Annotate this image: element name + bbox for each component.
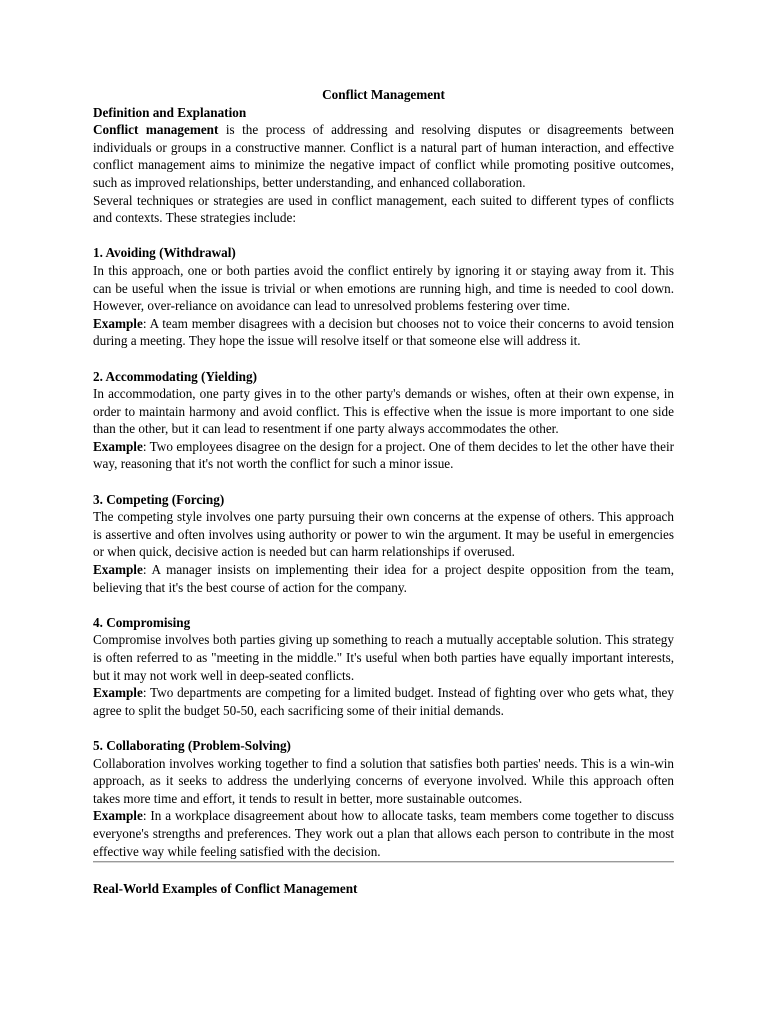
- strategy-description: Collaboration involves working together to find a solution that satisfies both parties' needs. This is a win-win approach, as it seeks to address the underlying concerns of everyone involved. While this approach often takes more time and effort, it tends to result in better, more sustainable outcomes.: [93, 755, 674, 806]
- intro-text: is the process of addressing and resolving disputes or disagreements between individuals or groups in a constructive manner. Conflict is a natural part of human interaction, and effective conflict management aims to minimize the negative impact of conflict while promoting positive outcomes, such as improved relationships, better understanding, and enhanced collaboration.: [93, 122, 675, 190]
- strategies-intro: Several techniques or strategies are used in conflict management, each suited to different types of conflicts and contexts. These strategies include:: [93, 192, 674, 226]
- example-text: : A manager insists on implementing their idea for a project despite opposition from the team, believing that it's the best course of action for the company.: [93, 562, 674, 595]
- strategy-example: [93, 684, 674, 719]
- strategy-description: Compromise involves both parties giving up something to reach a mutually acceptable solution. This strategy is often referred to as "meeting in the middle." It's useful when both parties have equally important interests, but it may not work well in deep-seated conflicts.: [93, 632, 674, 683]
- example-label: Example: [93, 438, 143, 454]
- strategy-heading: 5. Collaborating (Problem-Solving): [93, 737, 291, 753]
- strategy-heading: 2. Accommodating (Yielding): [93, 368, 257, 384]
- real-world-heading: Real-World Examples of Conflict Management: [93, 881, 358, 897]
- spacer: [93, 719, 674, 737]
- spacer: [93, 227, 674, 245]
- document-page: [93, 86, 674, 898]
- example-label: Example: [93, 315, 143, 331]
- strategy-description: In accommodation, one party gives in to the other party's demands or wishes, often at their own expense, in order to maintain harmony and avoid conflict. This is effective when the issue is more important to one side than the other, but it can lead to resentment if one party always accommodates the other.: [93, 386, 674, 437]
- document-title: Conflict Management: [322, 87, 445, 102]
- example-text: : In a workplace disagreement about how to allocate tasks, team members come together to discuss everyone's strengths and preferences. They work out a plan that allows each person to contribute in the most effective way while feeling satisfied with the decision.: [93, 808, 674, 859]
- example-label: Example: [93, 562, 143, 578]
- strategy-description: The competing style involves one party pursuing their own concerns at the expense of others. This approach is assertive and often involves using authority or power to win the argument. It may be useful in emergencies or when quick, decisive action is needed but can harm relationships if overused.: [93, 509, 674, 560]
- spacer: [93, 350, 674, 368]
- example-text: : Two employees disagree on the design for a project. One of them decides to let the other have their way, reasoning that it's not worth the conflict for such a minor issue.: [93, 438, 674, 472]
- strategy-example: [93, 438, 674, 473]
- spacer: [93, 473, 674, 491]
- strategy-heading: 4. Compromising: [93, 614, 191, 630]
- strategy-section-avoiding: [93, 244, 674, 350]
- example-label: Example: [93, 685, 143, 701]
- strategy-example: [93, 561, 674, 596]
- spacer: [93, 596, 674, 614]
- example-label: Example: [93, 808, 143, 824]
- intro-paragraph: [93, 121, 674, 191]
- strategy-section-accommodating: [93, 368, 674, 474]
- example-text: : Two departments are competing for a limited budget. Instead of fighting over who gets what, they agree to split the budget 50-50, each sacrificing some of their initial demands.: [93, 685, 674, 718]
- strategy-example: [93, 807, 674, 860]
- example-text: : A team member disagrees with a decision but chooses not to voice their concerns to avoid tension during a meeting. They hope the issue will resolve itself or that someone else will address it.: [93, 315, 674, 349]
- strategy-section-competing: [93, 491, 674, 597]
- strategy-section-collaborating: [93, 737, 674, 860]
- strategy-section-compromising: [93, 614, 674, 720]
- strategy-heading: 1. Avoiding (Withdrawal): [93, 245, 236, 261]
- definition-heading: Definition and Explanation: [93, 104, 247, 120]
- strategy-heading: 3. Competing (Forcing): [93, 491, 225, 507]
- intro-bold-term: Conflict management: [93, 122, 219, 138]
- strategy-example: [93, 315, 674, 350]
- strategy-description: In this approach, one or both parties avoid the conflict entirely by ignoring it or staying away from it. This can be useful when the issue is trivial or when emotions are running high, and time is needed to cool down. However, over-reliance on avoidance can lead to unresolved problems festering over time.: [93, 262, 674, 314]
- horizontal-divider: [93, 861, 674, 863]
